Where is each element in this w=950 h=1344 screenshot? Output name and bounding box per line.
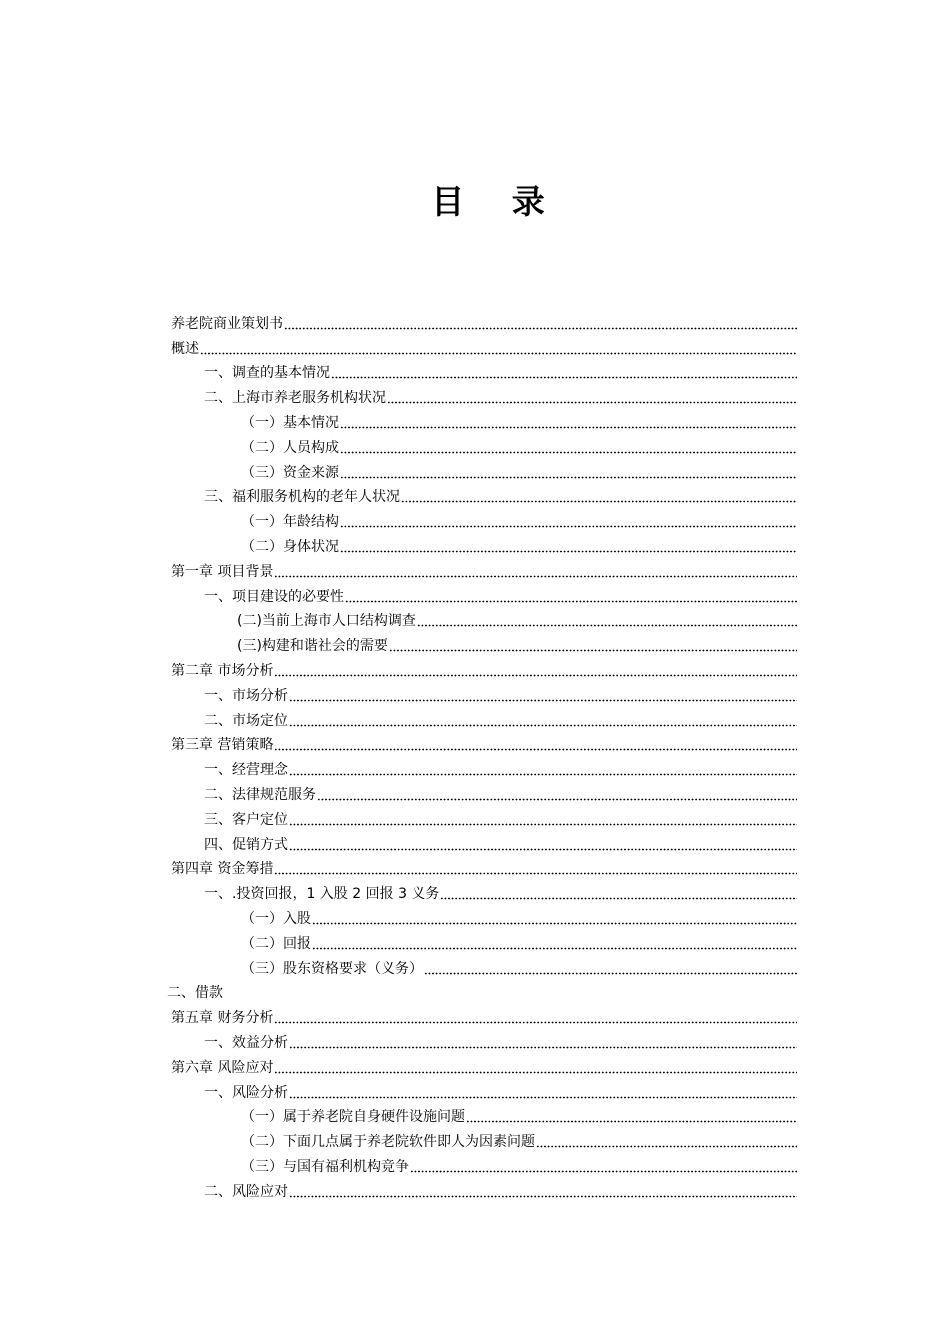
toc-dot-leader: [289, 823, 797, 826]
toc-dot-leader: [387, 401, 797, 404]
toc-entry[interactable]: [171, 606, 797, 631]
toc-entry[interactable]: [171, 630, 797, 655]
toc-dot-leader: [340, 525, 797, 528]
toc-entry-label: 第五章 财务分析: [171, 1010, 274, 1027]
toc-entry[interactable]: [171, 531, 797, 556]
toc-entry[interactable]: [171, 779, 797, 804]
toc-entry[interactable]: [171, 1151, 797, 1176]
toc-entry-label: 第四章 资金筹措: [171, 861, 274, 878]
toc-entry-label: 概述: [171, 340, 199, 357]
toc-entry-label: 二、上海市养老服务机构状况: [204, 390, 386, 407]
toc-dot-leader: [340, 476, 797, 479]
toc-dot-leader: [345, 600, 797, 603]
toc-dot-leader: [274, 674, 797, 677]
toc-entry-label: 二、风险应对: [204, 1183, 288, 1200]
toc-entry[interactable]: [171, 556, 797, 581]
toc-entry-label: 三、客户定位: [204, 811, 288, 828]
toc-entry[interactable]: [167, 978, 797, 1003]
toc-entry-label: 二、借款: [167, 985, 223, 1002]
toc-entry[interactable]: [171, 903, 797, 928]
toc-dot-leader: [466, 1120, 797, 1123]
toc-entry-label: （三）资金来源: [241, 464, 339, 481]
toc-dot-leader: [289, 724, 797, 727]
toc-entry[interactable]: [171, 1052, 797, 1077]
toc-dot-leader: [274, 1021, 797, 1024]
toc-entry-label: （二）下面几点属于养老院软件即人为因素问题: [241, 1134, 535, 1151]
toc-entry-label: （三）与国有福利机构竞争: [241, 1158, 409, 1175]
toc-entry-label: 一、调查的基本情况: [204, 365, 330, 382]
toc-entry[interactable]: [171, 506, 797, 531]
toc-dot-leader: [340, 550, 797, 553]
toc-dot-leader: [289, 1046, 797, 1049]
toc-dot-leader: [274, 748, 797, 751]
toc-entry[interactable]: [171, 432, 797, 457]
toc-dot-leader: [274, 1071, 797, 1074]
toc-entry[interactable]: [171, 1077, 797, 1102]
toc-entry-label: 二、法律规范服务: [204, 786, 316, 803]
toc-entry-label: 一、市场分析: [204, 687, 288, 704]
toc-entry-label: 一、经营理念: [204, 762, 288, 779]
toc-entry-label: （一）属于养老院自身硬件设施问题: [241, 1109, 465, 1126]
toc-dot-leader: [274, 872, 797, 875]
toc-dot-leader: [424, 972, 797, 975]
toc-dot-leader: [317, 798, 797, 801]
toc-dot-leader: [289, 848, 797, 851]
toc-dot-leader: [410, 1170, 797, 1173]
toc-entry[interactable]: [171, 655, 797, 680]
toc-entry[interactable]: [171, 308, 797, 333]
toc-dot-leader: [340, 426, 797, 429]
toc-entry[interactable]: [171, 854, 797, 879]
toc-entry-label: 一、.投资回报，1 入股 2 回报 3 义务: [204, 886, 440, 903]
toc-entry[interactable]: [171, 581, 797, 606]
toc-dot-leader: [200, 352, 797, 355]
toc-dot-leader: [274, 575, 797, 578]
toc-entry-label: 第一章 项目背景: [171, 563, 274, 580]
toc-dot-leader: [312, 947, 797, 950]
toc-entry[interactable]: [171, 754, 797, 779]
toc-entry[interactable]: [171, 382, 797, 407]
toc-entry-label: 三、福利服务机构的老年人状况: [204, 489, 400, 506]
toc-dot-leader: [401, 500, 797, 503]
toc-entry-label: 一、效益分析: [204, 1034, 288, 1051]
toc-dot-leader: [289, 773, 797, 776]
toc-entry[interactable]: [171, 1126, 797, 1151]
toc-entry[interactable]: [171, 730, 797, 755]
toc-entry[interactable]: [171, 829, 797, 854]
toc-entry[interactable]: [171, 333, 797, 358]
toc-entry-label: （一）年龄结构: [241, 514, 339, 531]
toc-entry-label: （二）身体状况: [241, 538, 339, 555]
toc-entry[interactable]: [171, 1027, 797, 1052]
toc-dot-leader: [289, 1195, 797, 1198]
toc-entry[interactable]: [171, 928, 797, 953]
toc-entry-label: （二）人员构成: [241, 439, 339, 456]
toc-entry-label: (三)构建和谐社会的需要: [237, 638, 388, 655]
toc-entry-label: 第三章 营销策略: [171, 737, 274, 754]
toc-dot-leader: [331, 376, 797, 379]
toc-dot-leader: [312, 922, 797, 925]
toc-entry[interactable]: [171, 457, 797, 482]
toc-entry-label: （三）股东资格要求（义务）: [241, 960, 423, 977]
toc-dot-leader: [440, 897, 797, 900]
toc-entry-label: 第二章 市场分析: [171, 662, 274, 679]
toc-entry[interactable]: [171, 680, 797, 705]
toc-entry[interactable]: [171, 358, 797, 383]
toc-entry-label: （二）回报: [241, 935, 311, 952]
toc-dot-leader: [536, 1145, 797, 1148]
toc-dot-leader: [340, 451, 797, 454]
toc-entry[interactable]: [171, 1002, 797, 1027]
toc-entry[interactable]: [171, 953, 797, 978]
toc-entry[interactable]: [171, 804, 797, 829]
toc-entry[interactable]: [171, 705, 797, 730]
page-title: 目 录: [431, 182, 563, 221]
toc-dot-leader: [289, 699, 797, 702]
toc-entry[interactable]: [171, 878, 797, 903]
toc-entry[interactable]: [171, 407, 797, 432]
toc-entry-label: 二、市场定位: [204, 712, 288, 729]
toc-entry-label: （一）基本情况: [241, 414, 339, 431]
table-of-contents: [167, 308, 797, 1201]
toc-dot-leader: [284, 327, 797, 330]
toc-entry-label: 养老院商业策划书: [171, 315, 283, 332]
toc-entry[interactable]: [171, 1176, 797, 1201]
toc-entry[interactable]: [171, 1102, 797, 1127]
toc-dot-leader: [289, 1096, 797, 1099]
toc-entry-label: 四、促销方式: [204, 836, 288, 853]
toc-entry-label: 一、风险分析: [204, 1084, 288, 1101]
toc-dot-leader: [417, 624, 797, 627]
toc-entry-label: （一）入股: [241, 910, 311, 927]
toc-entry-label: 第六章 风险应对: [171, 1059, 274, 1076]
toc-dot-leader: [389, 649, 797, 652]
toc-entry-label: 一、项目建设的必要性: [204, 588, 344, 605]
toc-entry[interactable]: [171, 482, 797, 507]
toc-entry-label: (二)当前上海市人口结构调查: [237, 613, 416, 630]
